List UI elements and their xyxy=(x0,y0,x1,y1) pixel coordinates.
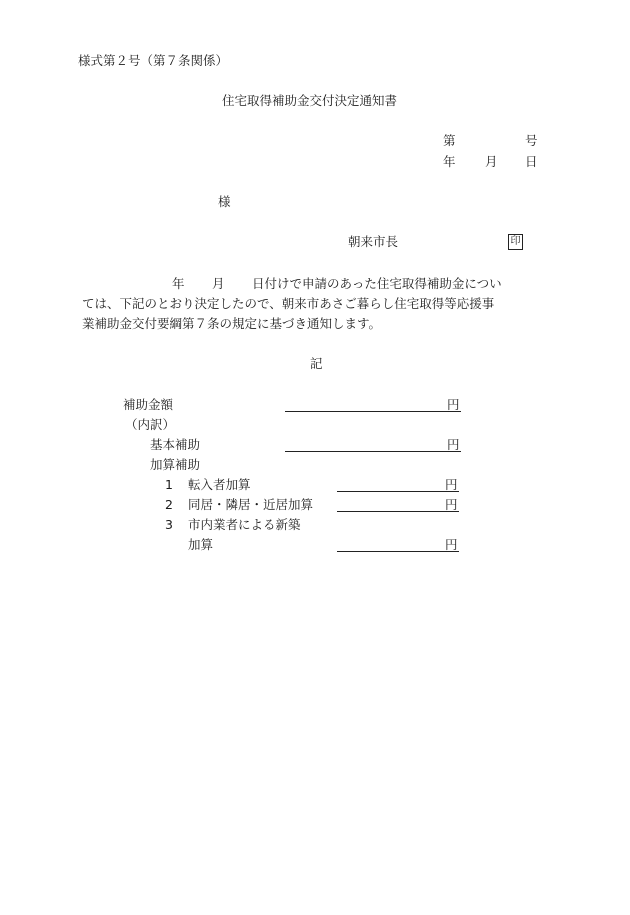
body-line1: 日付けで申請のあった住宅取得補助金につい xyxy=(252,276,502,291)
sub3-num: 3 xyxy=(165,517,173,532)
basic-yen: 円 xyxy=(447,437,460,452)
body-month: 月 xyxy=(212,276,225,291)
date-month: 月 xyxy=(485,154,498,169)
sub3-amount-line xyxy=(337,551,459,552)
body-year: 年 xyxy=(172,276,185,291)
sub3-label-cont: 加算 xyxy=(188,537,214,552)
body-line3: 業補助金交付要綱第７条の規定に基づき通知します。 xyxy=(82,316,382,331)
form-number: 様式第２号（第７条関係） xyxy=(78,53,229,68)
sub2-yen: 円 xyxy=(445,497,458,512)
seal-mark: 印 xyxy=(508,234,523,250)
sub2-label: 同居・隣居・近居加算 xyxy=(188,497,314,512)
sub1-yen: 円 xyxy=(445,477,458,492)
additional-label: 加算補助 xyxy=(150,457,201,472)
sub3-yen: 円 xyxy=(445,537,458,552)
date-day: 日 xyxy=(525,154,538,169)
body-line2: ては、下記のとおり決定したので、朝来市あさご暮らし住宅取得等応援事 xyxy=(82,296,495,311)
sub1-label: 転入者加算 xyxy=(188,477,251,492)
sub1-amount-line xyxy=(337,491,459,492)
ref-go: 号 xyxy=(525,133,538,148)
basic-label: 基本補助 xyxy=(150,437,201,452)
sub1-num: 1 xyxy=(165,477,173,492)
total-label: 補助金額 xyxy=(123,397,174,412)
addressee-suffix: 様 xyxy=(218,194,231,209)
document-title: 住宅取得補助金交付決定通知書 xyxy=(222,93,398,108)
ref-dai: 第 xyxy=(443,133,456,148)
date-year: 年 xyxy=(443,154,456,169)
sub2-amount-line xyxy=(337,511,459,512)
sub3-label: 市内業者による新築 xyxy=(188,517,301,532)
sender-name: 朝来市長 xyxy=(348,234,399,249)
breakdown-label: （内訳） xyxy=(125,417,176,432)
total-yen: 円 xyxy=(447,397,460,412)
sub2-num: 2 xyxy=(165,497,173,512)
basic-amount-line xyxy=(285,451,461,452)
ki-heading: 記 xyxy=(310,356,323,371)
total-amount-line xyxy=(285,411,461,412)
